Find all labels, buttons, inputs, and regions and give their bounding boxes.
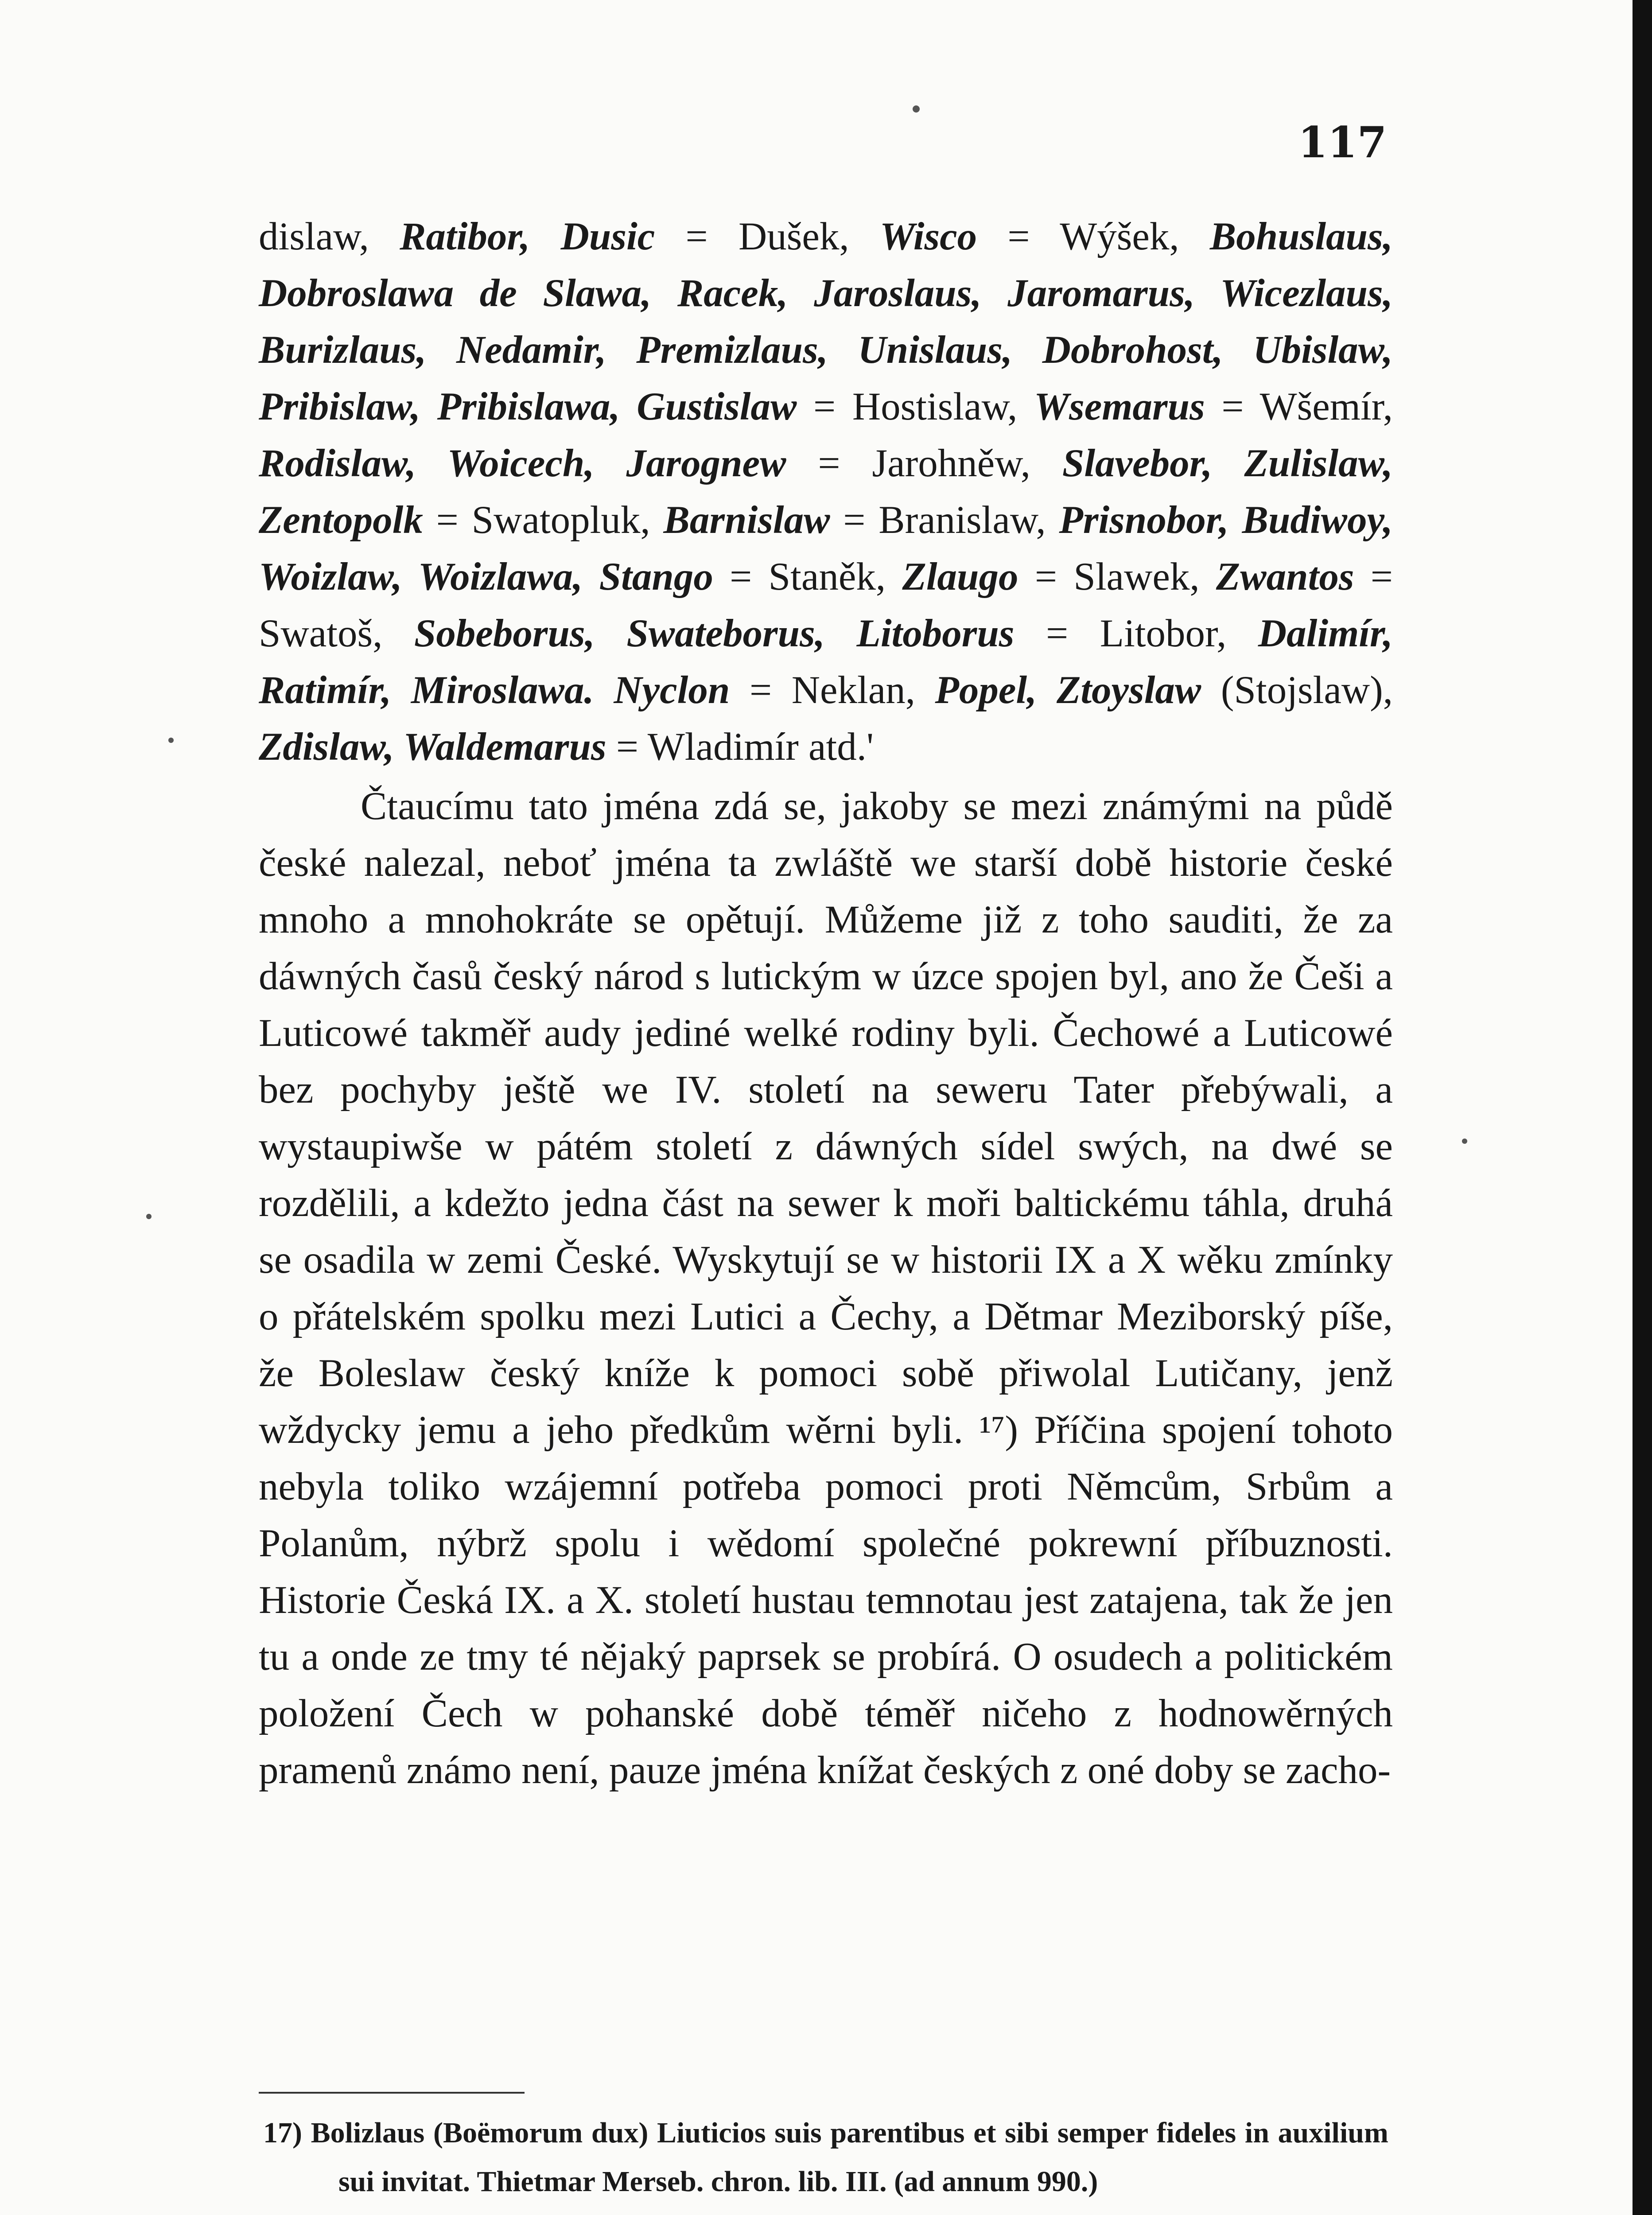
print-speck xyxy=(913,105,920,113)
footnote-text: 17) Bolizlaus (Boëmorum dux) Liuticios suis parentibus et sibi semper fideles in auxilium sui invitat. Thietmar Merseb. chron. lib. III. (ad annum 990.) xyxy=(263,2117,1388,2198)
print-speck xyxy=(1462,1139,1467,1144)
scan-edge xyxy=(1633,0,1652,2215)
text-run: = Wšemír, xyxy=(1205,385,1393,428)
italic-run: Sobeborus, Swateborus, Litoborus xyxy=(414,612,1015,655)
print-speck xyxy=(168,738,174,743)
italic-run: Zdislaw, Waldemarus xyxy=(259,725,606,769)
italic-run: Ratibor, Dusic xyxy=(400,215,655,258)
italic-run: Rodislaw, Woicech, Jarognew xyxy=(259,442,786,485)
paragraph xyxy=(259,208,1393,775)
footnote-rule xyxy=(259,2092,525,2094)
page-number: 117 xyxy=(1298,117,1387,167)
text-run: = Staněk, xyxy=(713,555,902,598)
text-run: = Branislaw, xyxy=(830,498,1059,542)
italic-run: Wsemarus xyxy=(1034,385,1205,428)
text-run: = Jarohněw, xyxy=(786,442,1062,485)
italic-run: Bohuslaus, Dobroslawa de Slawa, Racek, Jaroslaus, Jaromarus, Wicezlaus, Burizlaus, Nedamir, Premizlaus, Unislaus, Dobrohost, Ubislaw, Pribislaw, Pribislawa, Gustislaw xyxy=(259,215,1393,428)
text-run: = Wladimír atd.' xyxy=(606,725,874,769)
italic-run: Barnislaw xyxy=(663,498,830,542)
italic-run: Dalimír, Ratimír, Miroslawa. Nyclon xyxy=(259,612,1393,712)
text-run: = Litobor, xyxy=(1014,612,1258,655)
text-run: = Slawek, xyxy=(1018,555,1216,598)
text-run: Čtaucímu tato jména zdá se, jakoby se mezi známými na půdě české nalezal, neboť jména ta zwláště we starší době historie české mnoho a mnohokráte se opětují. Můžeme již z toho sauditi, že za dáwných časů český národ s lutickým w úzce spojen byl, ano že Češi a Luticowé takměř audy jediné welké rodiny byli. Čechowé a Luticowé bez pochyby ještě we IV. století na sewеru Tater přebýwali, a wystaupiwše w pátém století z dáwných sídel swých, na dwé se rozdělili, a kdežto jedna část na sewer k moři baltickému táhla, druhá se osadila w zemi České. Wyskytují se w historii IX a X wěku zmínky o přátelském spolku mezi Lutici a Čechy, a Dětmar Meziborský píše, že Boleslaw český kníže k pomoci sobě přiwolal Lutičany, jenž wždycky jemu a jeho předkům wěrni byli. ¹⁷) Příčina spojení tohoto nebyla toliko wzájemní potřeba pomoci proti Němcům, Srbům a Polanům, nýbrž spolu i wědomí společné pokrewní příbuznosti. Historie Česká IX. a X. století hustau temnotau jest zatajena, tak že jen tu a onde ze tmy té nějaký paprsek se probírá. O osudech a politickém položení Čech w pohanské době téměř ničeho z hodnowěrných pramenů známo není, pauze jména knížat českých z oné doby se zacho- xyxy=(259,785,1393,1792)
italic-run: Prisnobor, Budiwoy, Woizlaw, Woizlawa, Stango xyxy=(259,498,1393,598)
text-run: (Stojslaw), xyxy=(1201,668,1393,712)
italic-run: Wisco xyxy=(879,215,977,258)
text-run: = Swatoš, xyxy=(259,555,1393,655)
text-run: = Wýšek, xyxy=(977,215,1210,258)
italic-run: Zlaugo xyxy=(902,555,1018,598)
italic-run: Slavebor, Zulislaw, Zentopolk xyxy=(259,442,1393,542)
print-speck xyxy=(146,1214,152,1219)
body-text xyxy=(259,208,1393,1799)
italic-run: Popel, Ztoyslaw xyxy=(935,668,1201,712)
paragraph xyxy=(259,778,1393,1799)
text-run: = Dušek, xyxy=(655,215,880,258)
text-run: = Hostislaw, xyxy=(797,385,1034,428)
text-run: = Neklan, xyxy=(730,668,935,712)
italic-run: Zwantos xyxy=(1216,555,1354,598)
text-run: = Swatopluk, xyxy=(423,498,664,542)
text-run: dislaw, xyxy=(259,215,400,258)
footnote xyxy=(263,2109,1388,2206)
